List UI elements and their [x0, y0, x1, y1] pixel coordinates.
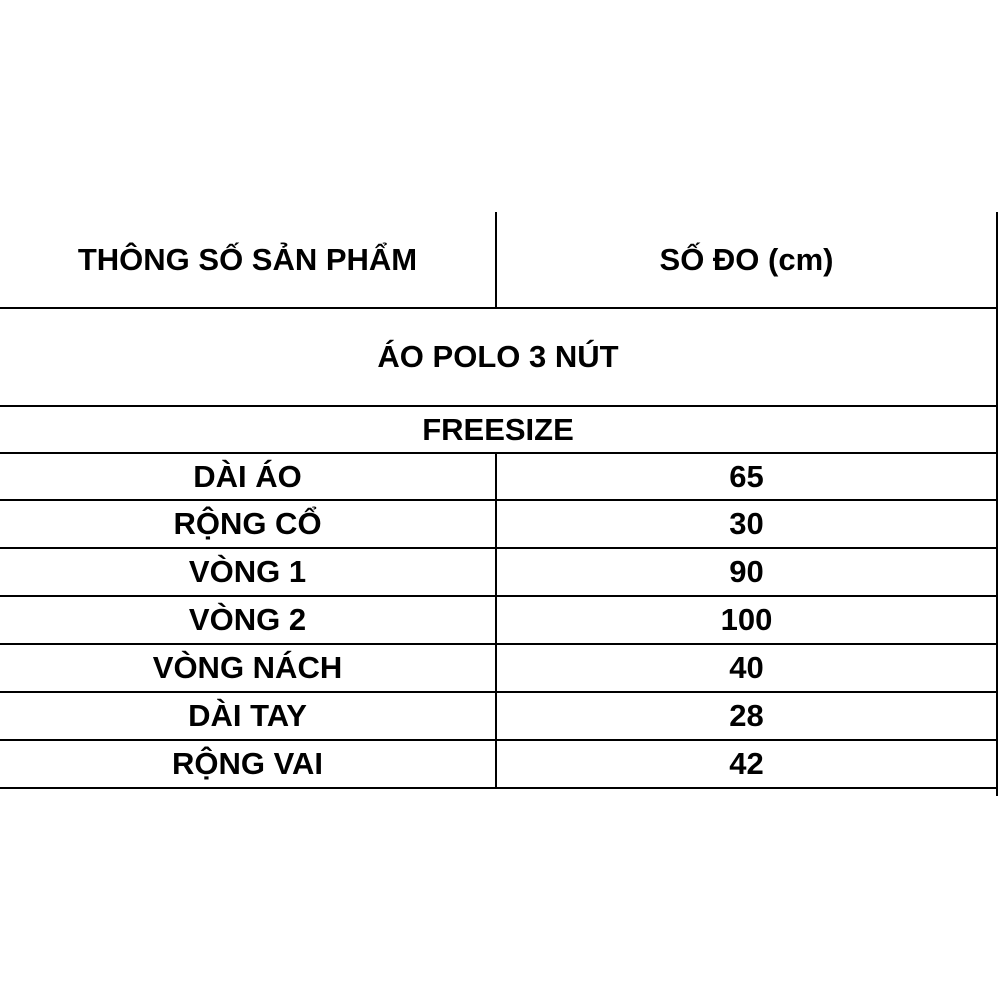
header-spec-label: THÔNG SỐ SẢN PHẨM — [77, 241, 418, 277]
row-value-rong-co: 30 — [729, 506, 764, 541]
row-value-vong-nach: 40 — [729, 650, 764, 685]
size-label: FREESIZE — [422, 411, 574, 447]
row-value-dai-tay: 28 — [729, 698, 764, 733]
header-measure-label: SỐ ĐO (cm) — [659, 241, 834, 277]
row-label-vong-1: VÒNG 1 — [188, 554, 307, 589]
table-border-right — [996, 212, 998, 796]
row-value-rong-vai: 42 — [729, 746, 764, 781]
row-label-dai-tay: DÀI TAY — [188, 698, 307, 733]
row-label-rong-vai: RỘNG VAI — [172, 746, 323, 781]
row-label-vong-nach: VÒNG NÁCH — [152, 650, 343, 685]
row-value-dai-ao: 65 — [729, 458, 764, 494]
row-label-rong-co: RỘNG CỔ — [173, 506, 322, 541]
row-label-dai-ao: DÀI ÁO — [193, 458, 302, 494]
row-value-vong-1: 90 — [729, 554, 764, 589]
product-name: ÁO POLO 3 NÚT — [377, 339, 619, 374]
table-border-row-7 — [0, 787, 998, 789]
row-value-vong-2: 100 — [720, 602, 773, 637]
row-label-vong-2: VÒNG 2 — [188, 602, 307, 637]
